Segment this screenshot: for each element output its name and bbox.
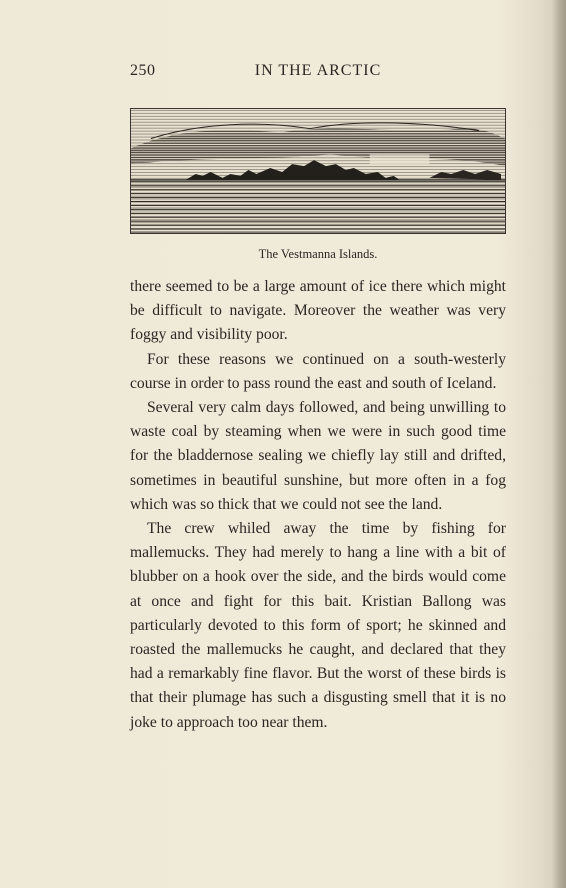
paragraph: The crew whiled away the time by fishing for mallemucks. They had merely to hang a line with a bit of blubber on a hook over the side, and the birds would come at once and fight for this bait. Kristian Ballong was particularly devoted to this form of sport; he skinned and roasted the mallemucks he caught, and declared that they had a remarkably fine flavor. But the worst of these birds is that their plumage has such a disgusting smell that it is no joke to approach too near them.	[130, 520, 506, 731]
figure-caption: The Vestmanna Islands.	[258, 247, 378, 261]
paragraph: Several very calm days followed, and being unwilling to waste coal by steaming when we were in such good time for the bladdernose sealing we chiefly lay still and drifted, sometimes in beautiful sunshine, but more often in a fog which was so thick that we could not see the land.	[130, 399, 506, 513]
body-text	[130, 275, 506, 735]
running-title: IN THE ARCTIC	[254, 62, 382, 79]
engraving-image	[131, 109, 505, 233]
page-header	[130, 62, 506, 82]
page-edge	[552, 0, 566, 888]
paragraph: For these reasons we continued on a south-westerly course in order to pass round the east and south of Iceland.	[130, 350, 506, 392]
paragraph: there seemed to be a large amount of ice there which might be difficult to navigate. Moreover the weather was very foggy and visibility poor.	[130, 278, 506, 344]
page-number: 250	[130, 62, 156, 79]
illustration-vestmanna-islands	[130, 108, 506, 234]
